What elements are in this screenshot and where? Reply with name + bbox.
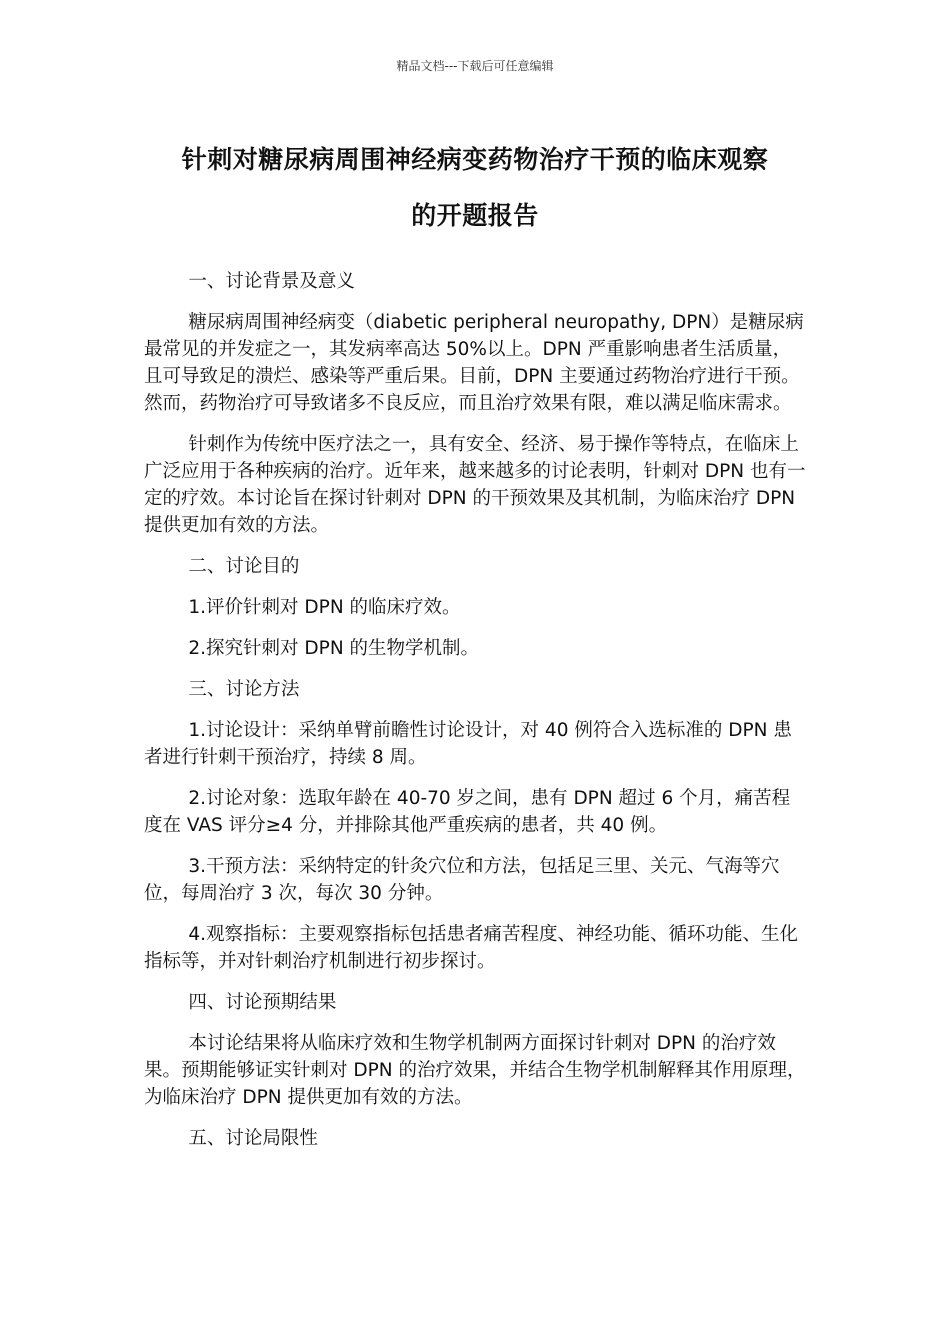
section-heading-background: 一、讨论背景及意义 [188, 271, 355, 292]
document-body [144, 268, 806, 1166]
header-note: 精品文档---下载后可任意编辑 [396, 59, 554, 73]
paragraph-expected-results: 本讨论结果将从临床疗效和生物学机制两方面探讨针刺对 DPN 的治疗效果。预期能够证实针刺对 DPN 的治疗效果，并结合生物学机制解释其作用原理，为临床治疗 DPN 提供更加有效的方法。 [144, 1033, 806, 1108]
paragraph-purpose-1: 1.评价针刺对 DPN 的临床疗效。 [188, 597, 461, 618]
paragraph-methods-2: 2.讨论对象：选取年龄在 40-70 岁之间，患有 DPN 超过 6 个月，痛苦程度在 VAS 评分≥4 分，并排除其他严重疾病的患者，共 40 例。 [144, 788, 791, 836]
paragraph-methods-4: 4.观察指标：主要观察指标包括患者痛苦程度、神经功能、循环功能、生化指标等，并对针刺治疗机制进行初步探讨。 [144, 924, 799, 972]
section-heading-limitations: 五、讨论局限性 [188, 1128, 318, 1149]
paragraph-background-2: 针刺作为传统中医疗法之一，具有安全、经济、易于操作等特点，在临床上广泛应用于各种疾病的治疗。近年来，越来越多的讨论表明，针刺对 DPN 也有一定的疗效。本讨论旨在探讨针刺对 DPN 的干预效果及其机制，为临床治疗 DPN 提供更加有效的方法。 [144, 434, 806, 536]
paragraph-background-1: 糖尿病周围神经病变（diabetic peripheral neuropathy, DPN）是糖尿病最常见的并发症之一，其发病率高达 50%以上。DPN 严重影响患者生活质量，且可导致足的溃烂、感染等严重后果。目前，DPN 主要通过药物治疗进行干预。然而，药物治疗可导致诸多不良反应，而且治疗效果有限，难以满足临床需求。 [144, 312, 804, 414]
title-line-1: 针刺对糖尿病周围神经病变药物治疗干预的临床观察 [181, 145, 769, 174]
section-heading-purpose: 二、讨论目的 [188, 556, 300, 577]
document-title [144, 132, 806, 244]
paragraph-purpose-2: 2.探究针刺对 DPN 的生物学机制。 [188, 638, 480, 659]
paragraph-methods-1: 1.讨论设计：采纳单臂前瞻性讨论设计，对 40 例符合入选标准的 DPN 患者进行针刺干预治疗，持续 8 周。 [144, 720, 792, 768]
section-heading-expected-results: 四、讨论预期结果 [188, 992, 337, 1013]
section-heading-methods: 三、讨论方法 [188, 679, 300, 700]
paragraph-methods-3: 3.干预方法：采纳特定的针灸穴位和方法，包括足三里、关元、气海等穴位，每周治疗 3 次，每次 30 分钟。 [144, 856, 780, 904]
title-line-2: 的开题报告 [411, 201, 539, 230]
